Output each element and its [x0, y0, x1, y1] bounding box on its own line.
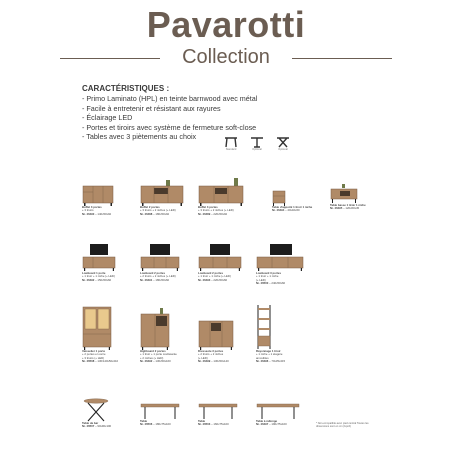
product-vaisselier: Vaisselier 1 porte + 2 portes en verre + 3 tiroirs (+ LED) Nr. 46508 – 130/140x50x210	[82, 306, 118, 364]
product-name: Vaisselier 1 porte	[82, 349, 106, 353]
product-dimensions: 150x50x60	[97, 277, 112, 282]
product-name: Dresseote 3 portes	[198, 349, 224, 353]
lowboard-image	[198, 244, 242, 272]
product-dimensions: 180x75x100	[155, 422, 171, 427]
product-number: Nr. 46495	[330, 206, 343, 211]
product-name: Rayonnage 1 tiroir	[256, 349, 281, 353]
product-detail: + 1 niche + 1 étagère	[256, 352, 283, 357]
leg-option-2	[248, 136, 266, 151]
product-name: Table de bar	[82, 421, 99, 425]
product-dimensions: 190x75x100	[271, 422, 287, 427]
cabinet-image	[140, 306, 170, 350]
product-buffet-180: Buffet 2 portes + 3 tiroirs + 2 niches (+ LED) Nr. 46488 – 180x50x92	[140, 180, 184, 216]
product-detail: amovibles	[256, 355, 269, 360]
product-name: Table basse 1 tiroir 1 niche	[330, 203, 366, 207]
product-number: Nr. 46508	[82, 359, 95, 364]
product-name: Highboard 2 portes	[140, 349, 166, 353]
product-detail: + 2 portes en verre	[82, 352, 106, 357]
product-name: Lowboard 2 portes	[198, 271, 224, 275]
product-detail: + 1 tiroir + 1 porte coulissante	[140, 352, 177, 357]
product-detail: + 3 tiroirs	[82, 208, 94, 213]
product-side-table: Table d'appoint 1 tiroir 1 niche Nr. 46494 – 40x40x60	[272, 190, 312, 213]
product-name: Buffet 3 portes	[198, 205, 218, 209]
product-number: Nr. 46503	[198, 422, 211, 427]
leg-label: Optional	[252, 148, 262, 151]
product-dimensions: 90x90x100	[97, 424, 112, 429]
product-lowboard-240: Lowboard 3 portes + 1 tiroir + 1 niche (+ LED) Nr. 46500 – 240x50x60	[256, 244, 304, 286]
product-dimensions: 120x60x45	[345, 206, 360, 211]
sideboard-image	[82, 184, 114, 206]
product-number: Nr. 46507	[82, 424, 95, 429]
product-detail: + 3 tiroirs + 2 niches (+ LED)	[198, 208, 234, 213]
leg-label: Optional	[278, 148, 288, 151]
product-dimensions: 240x50x60	[271, 281, 286, 286]
feature-item: - Tables avec 3 piètements au choix	[82, 132, 197, 142]
feature-item: - Facile à entretenir et résistant aux rayures	[82, 103, 221, 113]
product-detail: (+ LED)	[198, 355, 208, 360]
product-lowboard-150: Lowboard 1 porte + 1 tiroir + 1 niche (+ LED) Nr. 46492 – 150x50x60	[82, 244, 116, 282]
product-detail: + 2 tiroirs + 2 niches (+ LED)	[140, 274, 176, 279]
product-name: Table	[198, 419, 206, 423]
cabinet-image	[82, 306, 112, 350]
product-dimensions: 130/140x50x210	[97, 359, 119, 364]
leg-option-standard	[222, 136, 240, 151]
page-title: Pavarotti	[146, 4, 306, 45]
product-dimensions: 220x50x60	[213, 277, 228, 282]
product-dimensions: 70x35x215	[271, 359, 286, 364]
leg-options	[222, 136, 292, 151]
product-number: Nr. 46491	[140, 277, 153, 282]
product-number: Nr. 46494	[272, 208, 285, 213]
product-name: Buffet 2 portes	[140, 205, 160, 209]
product-name: Buffet 3 portes	[82, 205, 102, 209]
product-name: Table à rallonge	[256, 419, 278, 423]
product-dimensions: 180x50x60	[155, 277, 170, 282]
table-image	[140, 402, 180, 420]
product-number: Nr. 46493	[198, 277, 211, 282]
side-table-image	[272, 190, 286, 206]
product-dresseote: Dresseote 3 portes + 2 tiroirs + 2 niches (+ LED) Nr. 46499 – 130x50x140	[198, 320, 234, 364]
subtitle-row	[0, 46, 452, 70]
product-dimensions: 40x40x60	[287, 208, 300, 213]
product-number: Nr. 46492	[140, 359, 153, 364]
product-detail: + 2 tiroirs + 2 niches	[198, 352, 224, 357]
coffee-table-image	[330, 184, 358, 204]
leg-option-3	[274, 136, 292, 151]
product-buffet-220: Buffet 3 portes + 3 tiroirs + 2 niches (+ LED) Nr. 46489 – 220x50x92	[198, 178, 244, 216]
product-detail: + 3 tiroirs + 2 niches (+ LED)	[140, 208, 176, 213]
leg-icon	[249, 136, 265, 148]
footnote: * Non-compatible avec pied central Toutes les dimensions sont en cm (lxpxh)	[316, 422, 369, 429]
product-name: Lowboard 3 portes	[256, 271, 282, 275]
product-number: Nr. 46489	[198, 211, 211, 216]
product-detail: + 2 niches (+ LED)	[140, 355, 164, 360]
product-lowboard-220: Lowboard 2 portes + 1 tiroir + 1 niche (+ LED) Nr. 46493 – 220x50x60	[198, 244, 242, 282]
product-number: Nr. 46500	[256, 281, 269, 286]
leg-icon	[223, 136, 239, 148]
product-detail: + 1 tiroir + 1 niche (+ LED)	[82, 274, 115, 279]
product-dimensions: 180x50x92	[155, 211, 170, 216]
sideboard-image	[140, 180, 184, 206]
leg-icon	[275, 136, 291, 148]
product-number: Nr. 46496	[256, 359, 269, 364]
feature-item: - Éclairage LED	[82, 113, 133, 123]
page-subtitle: Collection	[182, 46, 270, 68]
product-detail: (+ LED)	[256, 277, 266, 282]
sideboard-image	[198, 178, 244, 206]
product-dimensions: 130x50x140	[213, 359, 229, 364]
feature-item: - Portes et tiroirs avec système de fermeture soft-close	[82, 122, 257, 132]
product-highboard: Highboard 2 portes + 1 tiroir + 1 porte coulissante + 2 niches (+ LED) Nr. 46492 – 130x50x160	[140, 306, 177, 364]
shelf-image	[256, 304, 272, 350]
feature-item: - Primo Laminato (HPL) en teinte barnwood avec métal	[82, 94, 258, 103]
table-image	[198, 402, 238, 420]
product-detail: + 1 tiroir + 1 niche	[256, 274, 279, 279]
product-dimensions: 130x50x160	[155, 359, 171, 364]
product-buffet-140: Buffet 3 portes + 3 tiroirs Nr. 46490 – 140x50x92	[82, 184, 114, 216]
bar-table-image	[82, 398, 110, 422]
divider-right	[292, 58, 392, 59]
product-number: Nr. 46499	[198, 359, 211, 364]
product-rayonnage: Rayonnage 1 tiroir + 1 niche + 1 étagère amovibles Nr. 46496 – 70x35x215	[256, 304, 285, 364]
product-name: Lowboard 1 porte	[82, 271, 106, 275]
product-detail: + 1 tiroir + 1 niche (+ LED)	[198, 274, 231, 279]
product-number: Nr. 46506	[140, 422, 153, 427]
product-dimensions: 140x50x92	[97, 211, 112, 216]
product-detail: + 3 tiroirs (+ LED)	[82, 355, 105, 360]
product-coffee-table: Table basse 1 tiroir 1 niche Nr. 46495 – 120x60x45	[330, 184, 366, 211]
features-list	[82, 84, 382, 142]
product-name: Table	[140, 419, 148, 423]
product-number: Nr. 46492	[82, 277, 95, 282]
product-dimensions: 160x75x100	[213, 422, 229, 427]
lowboard-image	[140, 244, 180, 272]
lowboard-image	[82, 244, 116, 272]
product-name: Lowboard 2 portes	[140, 271, 166, 275]
features-heading: CARACTÉRISTIQUES :	[82, 84, 170, 93]
product-extension-table: Table à rallonge Nr. 46497 – 190x75x100	[256, 402, 300, 427]
product-number: Nr. 46490	[82, 211, 95, 216]
product-bar-table: Table de bar Nr. 46507 – 90x90x100	[82, 398, 111, 429]
product-lowboard-180: Lowboard 2 portes + 2 tiroirs + 2 niches (+ LED) Nr. 46491 – 180x50x60	[140, 244, 180, 282]
cabinet-image	[198, 320, 234, 350]
product-number: Nr. 46497	[256, 422, 269, 427]
product-name: Table d'appoint 1 tiroir 1 niche	[272, 205, 313, 209]
product-table-160: Table Nr. 46503 – 160x75x100	[198, 402, 238, 427]
table-image	[256, 402, 300, 420]
product-dimensions: 220x50x92	[213, 211, 228, 216]
product-number: Nr. 46488	[140, 211, 153, 216]
lowboard-image	[256, 244, 304, 272]
product-table-180: Table Nr. 46506 – 180x75x100	[140, 402, 180, 427]
leg-label: Standard	[225, 148, 237, 151]
